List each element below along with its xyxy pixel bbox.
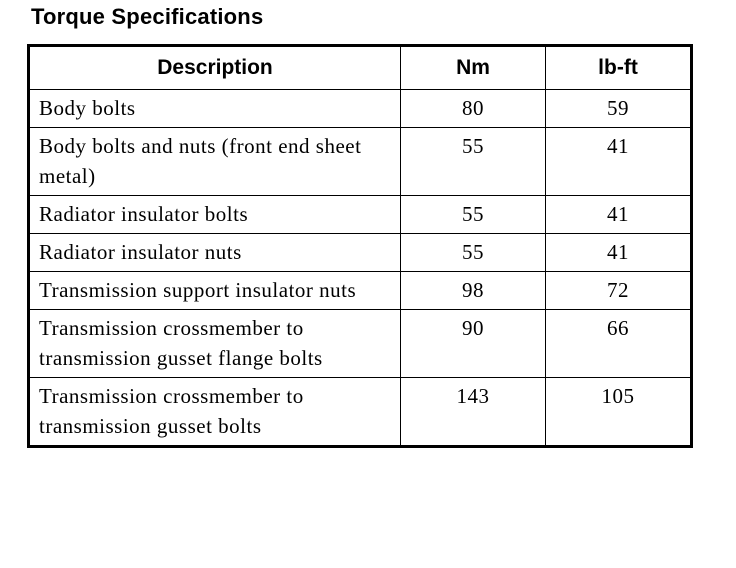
lbft-cell: 72 [546, 272, 692, 310]
lbft-cell: 59 [546, 90, 692, 128]
description-cell: Radiator insulator nuts [29, 234, 401, 272]
description-cell: Transmission crossmember to transmission gusset bolts [29, 378, 401, 447]
column-header-nm: Nm [401, 46, 546, 90]
lbft-cell: 41 [546, 196, 692, 234]
nm-cell: 55 [401, 234, 546, 272]
lbft-cell: 41 [546, 234, 692, 272]
lbft-cell: 105 [546, 378, 692, 447]
nm-cell: 80 [401, 90, 546, 128]
column-header-lbft: lb-ft [546, 46, 692, 90]
table-row [29, 310, 692, 378]
table-row [29, 272, 692, 310]
nm-cell: 90 [401, 310, 546, 378]
table-row [29, 378, 692, 447]
table-row [29, 234, 692, 272]
table-header-row [29, 46, 692, 90]
lbft-cell: 66 [546, 310, 692, 378]
nm-cell: 143 [401, 378, 546, 447]
nm-cell: 98 [401, 272, 546, 310]
description-cell: Body bolts and nuts (front end sheet metal) [29, 128, 401, 196]
description-cell: Transmission crossmember to transmission gusset flange bolts [29, 310, 401, 378]
table-row [29, 128, 692, 196]
lbft-cell: 41 [546, 128, 692, 196]
table-row [29, 196, 692, 234]
description-cell: Radiator insulator bolts [29, 196, 401, 234]
description-cell: Transmission support insulator nuts [29, 272, 401, 310]
page-title: Torque Specifications [31, 4, 264, 29]
nm-cell: 55 [401, 128, 546, 196]
torque-spec-table [27, 44, 693, 448]
column-header-description: Description [29, 46, 401, 90]
nm-cell: 55 [401, 196, 546, 234]
table-row [29, 90, 692, 128]
description-cell: Body bolts [29, 90, 401, 128]
